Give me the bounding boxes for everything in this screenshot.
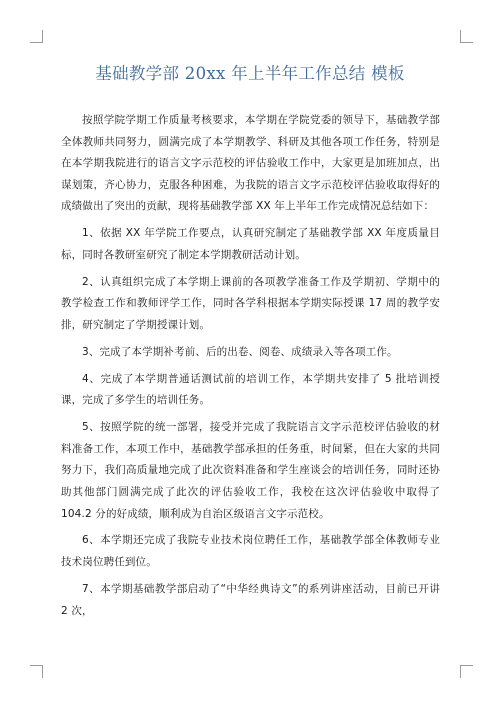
paragraph-item-2: 2、认真组织完成了本学期上课前的各项教学准备工作及学期初、学期中的教学检查工作和教师评学工作，同时各学科根据本学期实际授课 17 周的教学安排，研究制定了学期授课计划。 <box>61 275 440 331</box>
paragraph-item-3: 3、完成了本学期补考前、后的出卷、阅卷、成绩录入等各项工作。 <box>82 345 398 358</box>
crop-mark-top-left <box>30 30 43 43</box>
document-title: 基础教学部 20xx 年上半年工作总结 模板 <box>95 64 405 83</box>
crop-mark-top-right <box>460 30 473 43</box>
paragraph-item-7: 7、本学期基础教学部启动了“中华经典诗文”的系列讲座活动，目前已开讲 2 次， <box>61 582 440 617</box>
paragraph-item-5: 5、按照学院的统一部署，接受并完成了我院语言文字示范校评估验收的材料准备工作，本项工作中，基础教学部承担的任务重，时间紧，但在大家的共同努力下，我们高质量地完成了此次资料准备和学生座谈会的培训任务，同时还协助其他部门圆满完成了此次的评估验收工作，我校在这次评估验收中取得了 104.2 分的好成绩，顺利成为自治区级语言文字示范校。 <box>61 421 440 520</box>
crop-mark-bottom-left <box>30 665 43 678</box>
paragraph-item-1: 1、依据 XX 年学院工作要点，认真研究制定了基础教学部 XX 年度质量目标，同时各教研室研究了制定本学期教研活动计划。 <box>61 227 440 261</box>
paragraph-intro: 按照学院学期工作质量考核要求，本学期在学院党委的领导下，基础教学部全体教师共同努力，圆满完成了本学期教学、科研及其他各项工作任务，特别是在本学期我院进行的语言文字示范校的评估验收工作中，大家更是加班加点，出谋划策，齐心协力，克服各种困难，为我院的语言文字示范校评估验收取得好的成绩做出了突出的贡献，现将基础教学部 XX 年上半年工作完成情况总结如下： <box>61 114 440 213</box>
document-body <box>61 110 440 622</box>
paragraph-item-4: 4、完成了本学期普通话测试前的培训工作，本学期共安排了 5 批培训授课，完成了多学生的培训任务。 <box>61 372 440 407</box>
paragraph-item-6: 6、本学期还完成了我院专业技术岗位聘任工作，基础教学部全体教师专业技术岗位聘任到位。 <box>61 534 440 569</box>
crop-mark-bottom-right <box>460 665 473 678</box>
